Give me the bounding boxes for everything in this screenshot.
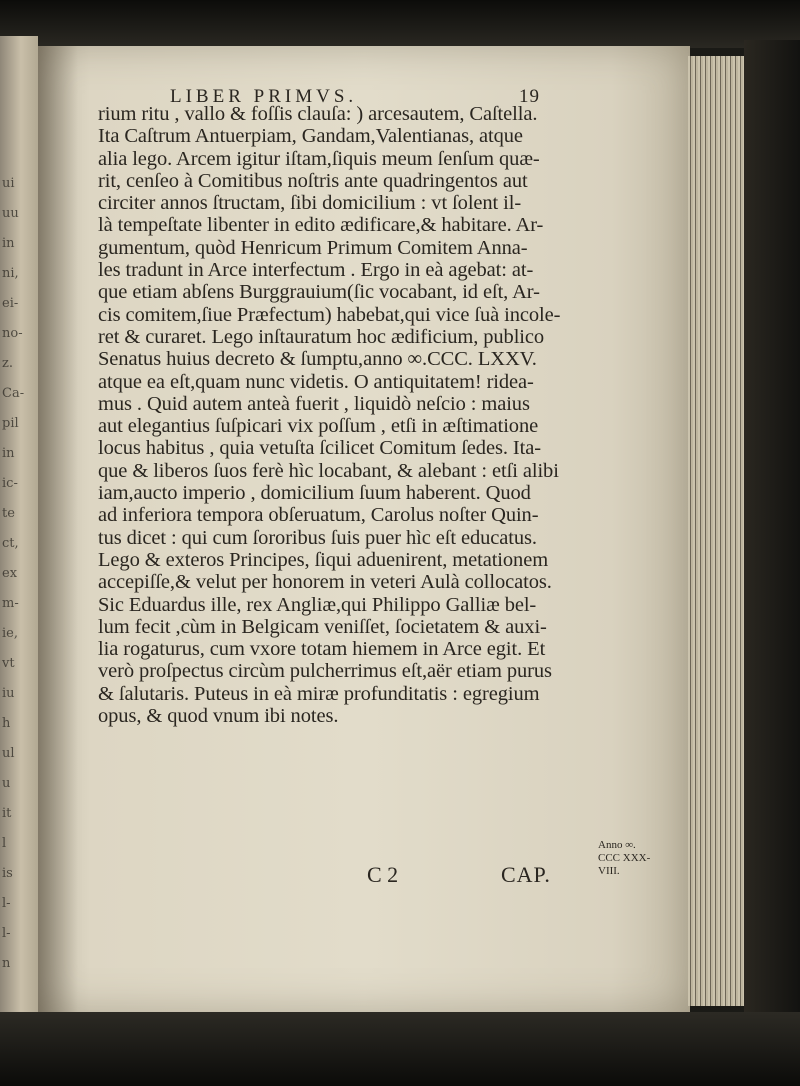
running-head-title: LIBER PRIMVS. [170, 86, 358, 107]
left-page-fragment: in [2, 446, 15, 461]
catchword: CAP. [501, 862, 551, 887]
text-line: Ita Caſtrum Antuerpiam, Gandam,Valentianas, atque [98, 125, 523, 148]
text-line: que etiam abſens Burggrauium(ſic vocabant, id eſt, Ar- [98, 281, 540, 304]
left-page-fragment: Ca- [2, 386, 25, 401]
text-line: atque ea eſt,quam nunc videtis. O antiquitatem! ridea- [98, 370, 534, 393]
left-page-fragment: ui [2, 176, 15, 191]
left-page-fragment: ul [2, 746, 15, 761]
left-page-fragment: ic- [2, 476, 18, 491]
signature-mark: C 2 [367, 862, 399, 887]
left-page-fragment: n [2, 956, 11, 971]
left-page-fragment: h [2, 716, 11, 731]
left-page-fragment: ie, [2, 626, 18, 641]
left-page-fragment: z. [2, 356, 13, 371]
text-line: Senatus huius decreto & ſumptu,anno ∞.CCC. LXXV. [98, 348, 537, 371]
left-page-fragment: is [2, 866, 13, 881]
left-page-fragment: m- [2, 596, 19, 611]
left-page-fragment: it [2, 806, 12, 821]
text-line: lia rogaturus, cum vxore totam hiemem in Arce egit. Et [98, 638, 546, 661]
left-page-fragment: te [2, 506, 15, 521]
text-line: tus dicet : qui cum ſororibus ſuis puer hìc eſt educatus. [98, 526, 537, 549]
text-line: alia lego. Arcem igitur iſtam,ſiquis meum ſenſum quæ- [98, 147, 540, 170]
left-page-fragment: ex [2, 566, 18, 581]
text-line: opus, & quod vnum ibi notes. [98, 705, 339, 728]
text-line: rium ritu , vallo & foſſis clauſa: ) arcesautem, Caſtella. [98, 103, 538, 125]
text-line: Sic Eduardus ille, rex Angliæ,qui Philippo Galliæ bel- [98, 593, 537, 616]
text-line: gumentum, quòd Henricum Primum Comitem Anna- [98, 236, 528, 259]
left-page-fragment: ni, [2, 266, 19, 281]
page-fore-edge [688, 56, 744, 1006]
text-line: ret & curaret. Lego inſtauratum hoc ædificium, publico [98, 325, 545, 348]
text-line: circiter annos ſtructam, ſibi domicilium : vt ſolent il- [98, 192, 522, 215]
text-line: Lego & exteros Principes, ſiqui aduenirent, metationem [98, 548, 549, 571]
marginal-note-line: Anno ∞. [598, 839, 636, 851]
left-page-fragment: ei- [2, 296, 19, 311]
text-line: là tempeſtate libenter in edito ædificare,& habitare. Ar- [98, 214, 544, 237]
right-dark-edge [744, 40, 800, 1030]
left-page-fragment: u [2, 776, 11, 791]
marginal-note-line: CCC XXX- [598, 852, 651, 864]
text-line: cis comitem,ſiue Præfectum) habebat,qui vice ſuà incole- [98, 303, 561, 326]
text-line: aut elegantius ſuſpicari vix poſſum , etſi in æſtimatione [98, 415, 539, 438]
body-text [98, 103, 598, 727]
left-page-fragment: pil [2, 416, 19, 431]
left-page-fragment: in [2, 236, 15, 251]
left-page-fragment: l- [2, 896, 11, 911]
gutter-shadow [38, 46, 78, 1012]
left-page-fragment: l [2, 836, 7, 851]
marginal-note [598, 839, 668, 878]
marginal-note-line: VIII. [598, 865, 620, 877]
text-line: ad inferiora tempora obſeruatum, Carolus noſter Quin- [98, 504, 539, 527]
left-page-edge [0, 36, 38, 1026]
text-line: les tradunt in Arce interfectum . Ergo in eà agebat: at- [98, 259, 534, 282]
text-line: & ſalutaris. Puteus in eà miræ profunditatis : egregium [98, 682, 540, 705]
left-page-fragment: no- [2, 326, 23, 341]
left-page-fragment: ct, [2, 536, 19, 551]
left-page-fragment: uu [2, 206, 19, 221]
page-number: 19 [519, 86, 540, 107]
text-line: lum fecit ,cùm in Belgicam veniſſet, ſocietatem & auxi- [98, 615, 547, 638]
text-line: rit, cenſeo à Comitibus noſtris ante quadringentos aut [98, 169, 528, 192]
left-page-fragment: iu [2, 686, 15, 701]
left-page-fragment: vt [2, 656, 15, 671]
book-bottom-shadow [0, 1012, 800, 1086]
text-line: que & liberos ſuos ferè hìc locabant, & alebant : etſi alibi [98, 459, 559, 482]
text-line: verò proſpectus circùm pulcherrimus eſt,aër etiam purus [98, 660, 552, 683]
text-line: mus . Quid autem anteà fuerit , liquidò neſcio : maius [98, 392, 530, 415]
text-line: accepiſſe,& velut per honorem in veteri Aulà collocatos. [98, 571, 552, 594]
book-top-shadow [0, 0, 800, 48]
text-line: locus habitus , quia vetuſta ſcilicet Comitum ſedes. Ita- [98, 437, 541, 460]
text-line: iam,aucto imperio , domicilium ſuum haberent. Quod [98, 482, 531, 505]
left-page-fragment: l- [2, 926, 11, 941]
